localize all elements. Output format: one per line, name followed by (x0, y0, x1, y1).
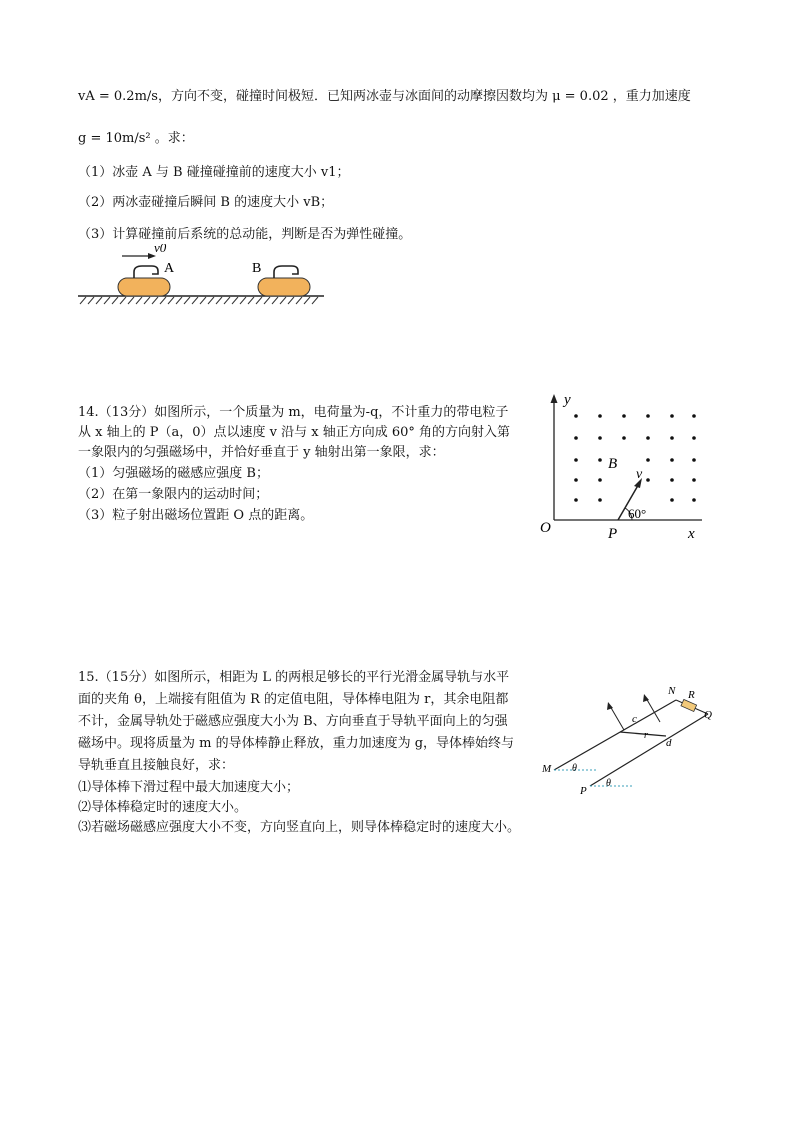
q15-part-1: ⑴导体棒下滑过程中最大加速度大小； (78, 780, 300, 795)
q15-rails-figure (540, 682, 724, 798)
field-dots (574, 414, 696, 502)
q13-part-2: （2）两冰壶碰撞后瞬间 B 的速度大小 vB； (78, 195, 334, 210)
q15-text-line-1: 15.（15分）如图所示，相距为 L 的两根足够长的平行光滑金属导轨与水平 (78, 670, 510, 685)
q13-part-3: （3）计算碰撞前后系统的总动能，判断是否为弹性碰撞。 (78, 227, 412, 242)
label-m: M (542, 763, 552, 775)
q14-part-2: （2）在第一象限内的运动时间； (78, 487, 269, 502)
label-n: N (668, 685, 676, 697)
q13-curling-figure (76, 244, 326, 310)
curling-stone-b (258, 266, 310, 296)
q15-text-line-5: 导轨垂直且接触良好，求： (78, 758, 235, 773)
label-r-resistor: R (688, 689, 695, 701)
label-y: y (564, 392, 571, 408)
q15-part-3: ⑶若磁场磁感应强度大小不变，方向竖直向上，则导体棒稳定时的速度大小。 (78, 820, 521, 835)
label-theta-1: θ (572, 763, 577, 774)
label-b: B (252, 261, 262, 276)
field-arrow-1 (610, 706, 624, 730)
label-p: P (580, 785, 587, 797)
conductor-rod (620, 732, 666, 736)
curling-stone-a (118, 266, 170, 296)
q13-part-1: （1）冰壶 A 与 B 碰撞碰撞前的速度大小 v1； (78, 165, 350, 180)
label-v: v (636, 467, 643, 482)
q15-text-line-4: 磁场中。现将质量为 m 的导体棒静止释放，重力加速度为 g，导体棒始终与 (78, 736, 515, 751)
label-v0: v0 (154, 244, 167, 255)
q15-text-line-3: 不计，金属导轨处于磁感应强度大小为 B、方向垂直于导轨平面向上的匀强 (78, 714, 508, 729)
label-q: Q (704, 709, 712, 721)
label-c: c (632, 713, 637, 725)
q15-text-line-2: 面的夹角 θ，上端接有阻值为 R 的定值电阻，导体棒电阻为 r，其余电阻都 (78, 692, 509, 707)
q14-text-line-3: 一象限内的匀强磁场中，并恰好垂直于 y 轴射出第一象限，求： (78, 445, 445, 460)
q14-text-line-1: 14.（13分）如图所示，一个质量为 m，电荷量为-q，不计重力的带电粒子 (78, 405, 509, 420)
label-x: x (688, 526, 695, 540)
q14-magnetic-field-figure (536, 390, 708, 540)
label-a: A (164, 261, 175, 276)
q13-text-line-2: g = 10m/s² 。求： (78, 131, 194, 146)
q14-text-line-2: 从 x 轴上的 P（a，0）点以速度 v 沿与 x 轴正方向成 60° 角的方向射入第 (78, 425, 511, 440)
ground-hatching (80, 297, 318, 304)
q14-part-1: （1）匀强磁场的磁感应强度 B； (78, 466, 269, 481)
label-b-field: B (608, 456, 618, 472)
label-d: d (666, 737, 672, 749)
q15-part-2: ⑵导体棒稳定时的速度大小。 (78, 800, 248, 815)
label-theta-2: θ (606, 778, 611, 789)
label-p: P (608, 526, 618, 540)
q14-part-3: （3）粒子射出磁场位置距 O 点的距离。 (78, 508, 314, 523)
label-origin: O (540, 520, 551, 536)
q13-text-line-1: vA = 0.2m/s，方向不变，碰撞时间极短．已知两冰壶与冰面间的动摩擦因数均为 μ = 0.02 ，重力加速度 (78, 89, 691, 104)
label-angle: 60° (628, 506, 647, 521)
label-r-rod: r (644, 730, 648, 741)
rail-pq (590, 714, 708, 786)
resistor-r (681, 699, 697, 711)
